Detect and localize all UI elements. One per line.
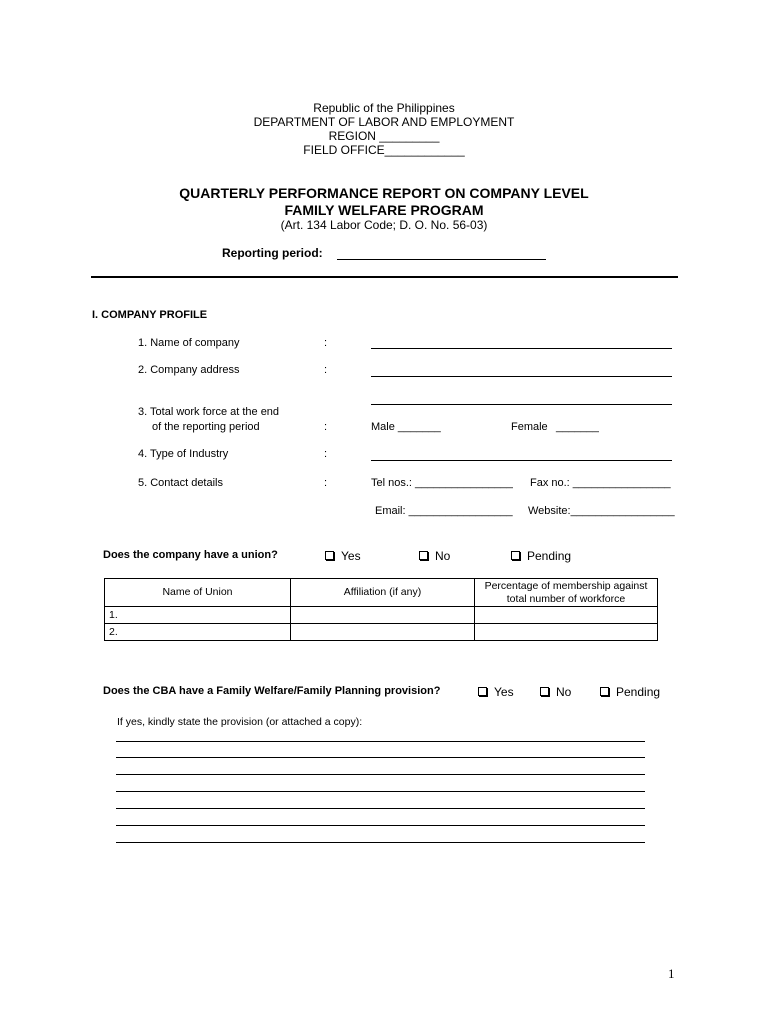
checkbox-icon[interactable] <box>600 687 609 696</box>
cba-option-no[interactable] <box>540 685 571 699</box>
header-department: DEPARTMENT OF LABOR AND EMPLOYMENT <box>253 115 515 129</box>
union-question: Does the company have a union? <box>103 549 278 561</box>
column-header-name: Name of Union <box>105 579 291 607</box>
provision-line[interactable] <box>116 808 645 809</box>
report-title-line2: FAMILY WELFARE PROGRAM <box>284 202 484 218</box>
colon: : <box>324 421 328 433</box>
colon: : <box>324 477 328 489</box>
contact-details-label: 5. Contact details <box>138 477 223 489</box>
header-divider <box>91 276 678 278</box>
union-row-number[interactable]: 1. <box>105 607 291 624</box>
column-header-percentage: Percentage of membership against total number of workforce <box>475 579 658 607</box>
cba-option-pending[interactable] <box>600 685 660 699</box>
option-label: Yes <box>341 549 361 563</box>
cba-option-yes[interactable] <box>478 685 514 699</box>
female-count-field[interactable]: _______ <box>556 421 599 433</box>
provision-line[interactable] <box>116 791 645 792</box>
tel-field[interactable]: Tel nos.: ________________ <box>371 477 513 489</box>
company-name-field[interactable] <box>371 348 672 349</box>
fax-field[interactable]: Fax no.: ________________ <box>530 477 671 489</box>
checkbox-icon[interactable] <box>325 551 334 560</box>
male-count-field[interactable]: Male _______ <box>371 421 441 433</box>
industry-field[interactable] <box>371 460 672 461</box>
workforce-label-line2: of the reporting period <box>152 421 260 433</box>
checkbox-icon[interactable] <box>478 687 487 696</box>
option-label: No <box>556 685 572 699</box>
provision-line[interactable] <box>116 741 645 742</box>
provision-line[interactable] <box>116 825 645 826</box>
table-cell[interactable] <box>475 624 658 641</box>
website-field[interactable]: Website:_________________ <box>528 505 675 517</box>
reporting-period-label: Reporting period: <box>222 246 323 260</box>
header-region: REGION _________ <box>328 129 440 143</box>
page-number: 1 <box>668 966 675 981</box>
colon: : <box>324 337 328 349</box>
header-field-office: FIELD OFFICE____________ <box>303 143 465 157</box>
table-header-row <box>105 579 658 607</box>
reporting-period-field[interactable] <box>337 259 546 260</box>
checkbox-icon[interactable] <box>540 687 549 696</box>
union-option-yes[interactable] <box>325 549 361 563</box>
provision-line[interactable] <box>116 774 645 775</box>
checkbox-icon[interactable] <box>511 551 520 560</box>
union-option-no[interactable] <box>419 549 450 563</box>
company-address-label: 2. Company address <box>138 364 240 376</box>
cba-question: Does the CBA have a Family Welfare/Family Planning provision? <box>103 685 441 697</box>
section-company-profile-heading: I. COMPANY PROFILE <box>92 309 208 321</box>
industry-label: 4. Type of Industry <box>138 448 229 460</box>
table-row <box>105 607 658 624</box>
header-republic: Republic of the Philippines <box>313 101 455 115</box>
legal-reference: (Art. 134 Labor Code; D. O. No. 56-03) <box>280 218 488 232</box>
column-header-affiliation: Affiliation (if any) <box>291 579 475 607</box>
workforce-label-line1: 3. Total work force at the end <box>138 406 280 418</box>
colon: : <box>324 448 328 460</box>
option-label: No <box>435 549 451 563</box>
cba-provision-instruction: If yes, kindly state the provision (or attached a copy): <box>117 716 363 728</box>
provision-line[interactable] <box>116 842 645 843</box>
table-cell[interactable] <box>291 624 475 641</box>
table-row <box>105 624 658 641</box>
company-address-field-2[interactable] <box>371 404 672 405</box>
union-table <box>104 578 658 641</box>
female-label: Female <box>511 421 548 433</box>
table-cell[interactable] <box>291 607 475 624</box>
option-label: Pending <box>527 549 572 563</box>
report-title-line1: QUARTERLY PERFORMANCE REPORT ON COMPANY LEVEL <box>179 185 589 201</box>
table-cell[interactable] <box>475 607 658 624</box>
company-name-label: 1. Name of company <box>138 337 240 349</box>
email-field[interactable]: Email: _________________ <box>375 505 513 517</box>
union-option-pending[interactable] <box>511 549 571 563</box>
company-address-field-1[interactable] <box>371 376 672 377</box>
colon: : <box>324 364 328 376</box>
union-row-number[interactable]: 2. <box>105 624 291 641</box>
option-label: Yes <box>494 685 514 699</box>
checkbox-icon[interactable] <box>419 551 428 560</box>
option-label: Pending <box>616 685 661 699</box>
provision-line[interactable] <box>116 757 645 758</box>
